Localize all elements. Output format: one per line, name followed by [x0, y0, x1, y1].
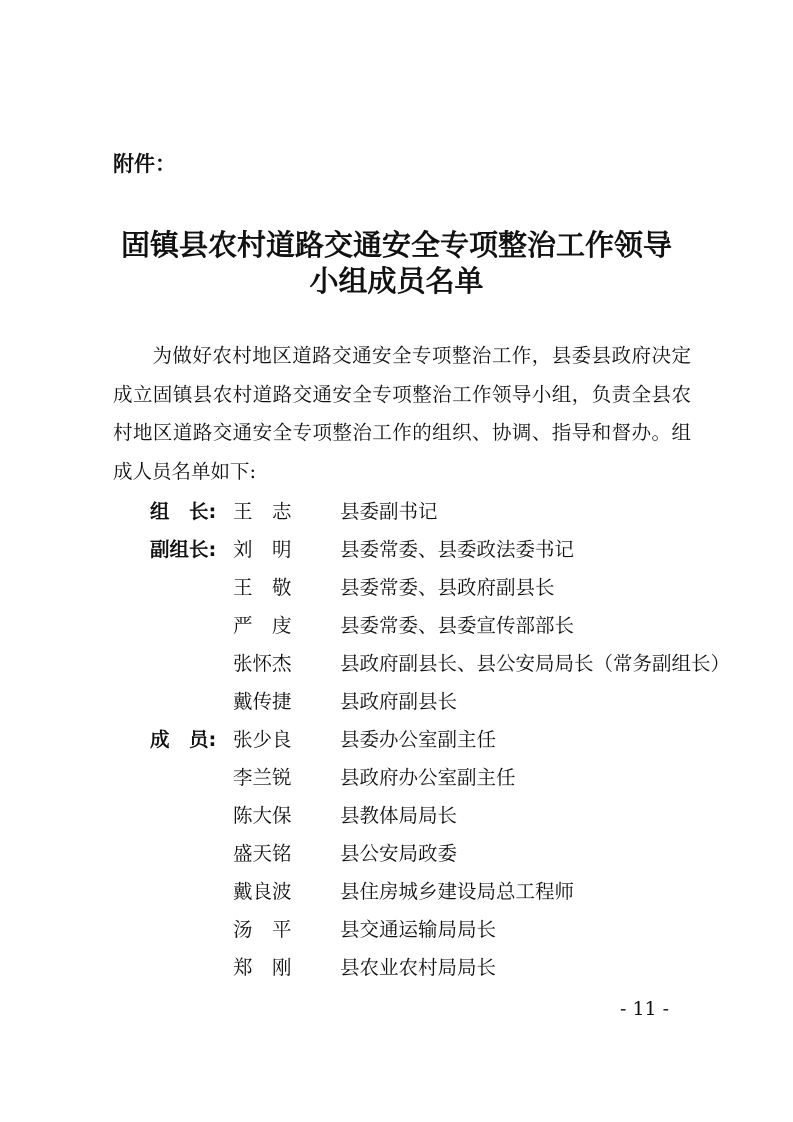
document-title-line-2: 小组成员名单 [309, 264, 484, 298]
member-position: 县农业农村局局长 [340, 956, 497, 979]
member-name: 戴传捷 [233, 690, 292, 713]
member-position: 县委副书记 [340, 500, 438, 523]
intro-paragraph [113, 337, 691, 491]
member-row [0, 534, 793, 572]
member-position: 县政府副县长、县公安局局长（常务副组长） [340, 652, 731, 675]
member-name: 郑 刚 [233, 956, 292, 979]
member-position: 县住房城乡建设局总工程师 [340, 880, 575, 903]
document-title-line-1: 固镇县农村道路交通安全专项整治工作领导 [120, 228, 672, 262]
member-row [0, 724, 793, 762]
member-name: 王 志 [233, 500, 292, 523]
member-role: 成 员: [150, 728, 217, 751]
member-row [0, 496, 793, 534]
member-name: 戴良波 [233, 880, 292, 903]
member-row [0, 648, 793, 686]
member-name: 刘 明 [233, 538, 292, 561]
member-row [0, 952, 793, 990]
member-row [0, 800, 793, 838]
member-name: 严 庋 [233, 614, 292, 637]
member-row [0, 610, 793, 648]
page-number: - 11 - [620, 998, 670, 1020]
member-name: 盛天铭 [233, 842, 292, 865]
member-name: 陈大保 [233, 804, 292, 827]
member-name: 张怀杰 [233, 652, 292, 675]
member-position: 县委常委、县委宣传部部长 [340, 614, 575, 637]
attachment-label: 附件： [113, 152, 176, 176]
member-position: 县公安局政委 [340, 842, 458, 865]
member-name: 张少良 [233, 728, 292, 751]
member-role: 副组长: [150, 538, 217, 561]
intro-text: 为做好农村地区道路交通安全专项整治工作，县委县政府决定成立固镇县农村道路交通安全专项整治工作领导小组，负责全县农村地区道路交通安全专项整治工作的组织、协调、指导和督办。组成人员名单如下: [113, 344, 691, 483]
member-row [0, 572, 793, 610]
member-position: 县教体局局长 [340, 804, 458, 827]
member-row [0, 876, 793, 914]
member-name: 汤 平 [233, 918, 292, 941]
member-name: 李兰锐 [233, 766, 292, 789]
member-row [0, 762, 793, 800]
member-row [0, 838, 793, 876]
member-row [0, 914, 793, 952]
member-position: 县政府办公室副主任 [340, 766, 516, 789]
member-role: 组 长: [150, 500, 217, 523]
member-name: 王 敬 [233, 576, 292, 599]
member-position: 县交通运输局局长 [340, 918, 497, 941]
member-position: 县委常委、县委政法委书记 [340, 538, 575, 561]
member-row [0, 686, 793, 724]
member-position: 县政府副县长 [340, 690, 458, 713]
member-position: 县委常委、县政府副县长 [340, 576, 555, 599]
member-position: 县委办公室副主任 [340, 728, 497, 751]
